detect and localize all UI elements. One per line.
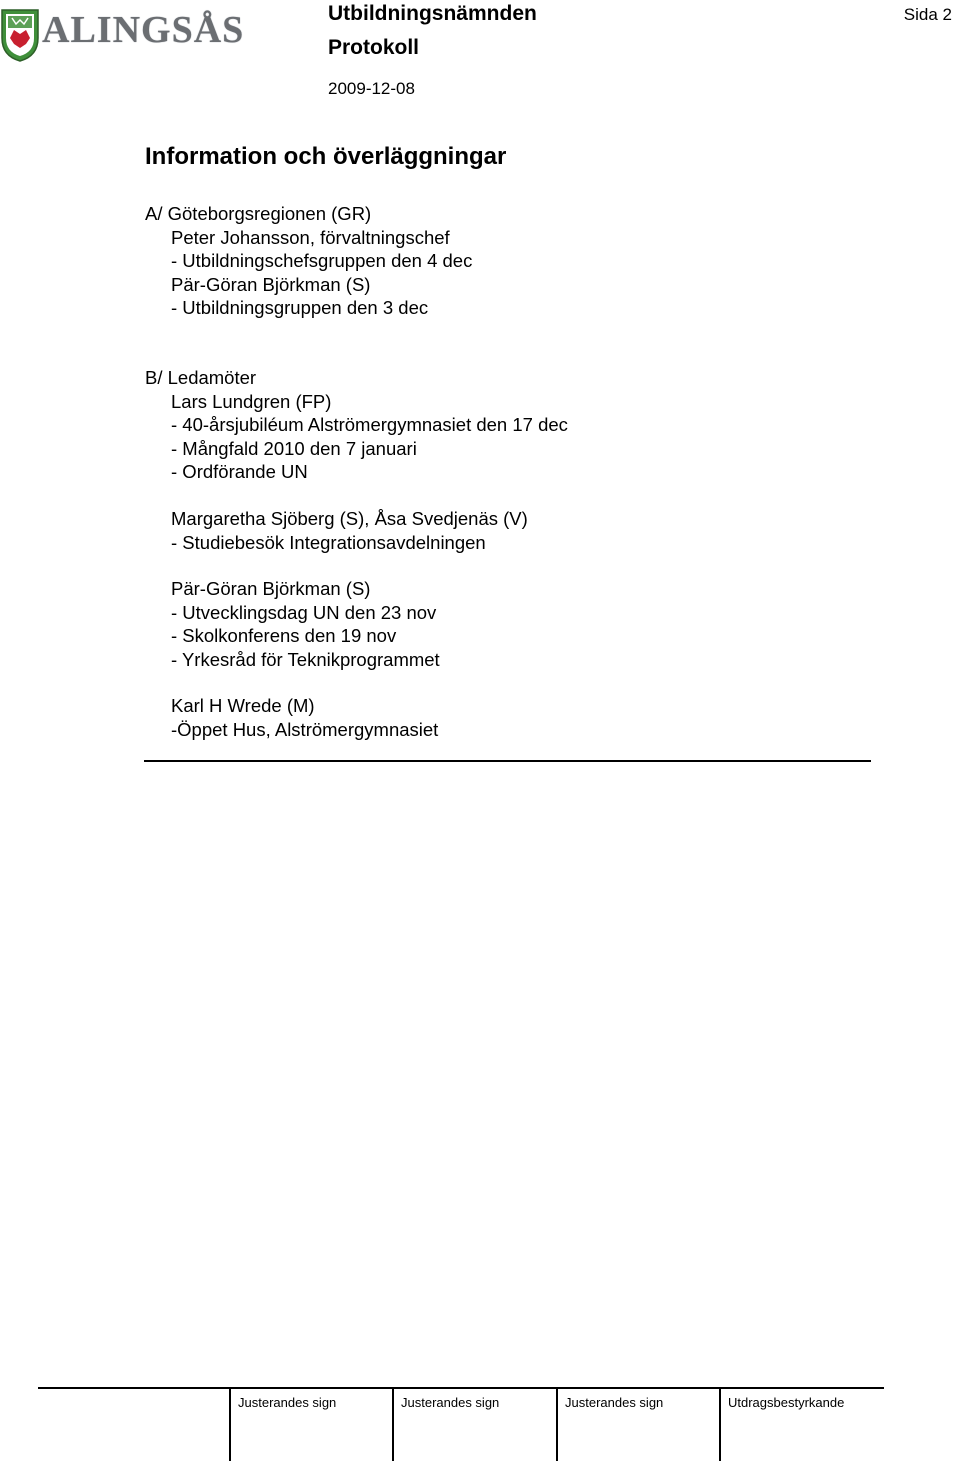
section-a-line: Pär-Göran Björkman (S) (171, 273, 371, 295)
signature-divider (229, 1388, 231, 1461)
member-item: - Utvecklingsdag UN den 23 nov (171, 601, 437, 623)
signature-box-label: Justerandes sign (565, 1395, 664, 1410)
page-title: Information och överläggningar (145, 143, 507, 170)
signature-box-label: Justerandes sign (401, 1395, 500, 1410)
section-divider (144, 760, 871, 762)
member-name: Margaretha Sjöberg (S), Åsa Svedjenäs (V) (171, 508, 528, 529)
member-item: - Skolkonferens den 19 nov (171, 625, 397, 646)
section-a-line: Peter Johansson, förvaltningschef (171, 226, 450, 248)
footer-border (38, 1387, 884, 1389)
section-a-line: - Utbildningsgruppen den 3 dec (171, 297, 429, 318)
municipal-crest-icon (0, 8, 40, 62)
logo-wordmark: ALINGSÅS (42, 9, 245, 51)
signature-divider (392, 1388, 394, 1461)
signature-box-label: Justerandes sign (238, 1395, 337, 1410)
committee-name: Utbildningsnämnden (328, 2, 537, 25)
signature-divider (719, 1388, 721, 1461)
signature-divider (556, 1388, 558, 1461)
member-item: - Ordförande UN (171, 461, 308, 482)
section-b-heading: B/ Ledamöter (145, 367, 257, 388)
member-name: Lars Lundgren (FP) (171, 390, 332, 412)
document-date: 2009-12-08 (328, 79, 415, 98)
document-type: Protokoll (328, 36, 420, 59)
member-name: Karl H Wrede (M) (171, 695, 315, 716)
member-item: - 40-årsjubiléum Alströmergymnasiet den 17 dec (171, 414, 568, 435)
member-item: - Studiebesök Integrationsavdelningen (171, 531, 486, 553)
signature-box-label: Utdragsbestyrkande (728, 1395, 845, 1410)
member-item: -Öppet Hus, Alströmergymnasiet (171, 718, 439, 740)
page-number: Sida 2 (903, 5, 952, 24)
member-item: - Yrkesråd för Teknikprogrammet (171, 648, 440, 670)
member-name: Pär-Göran Björkman (S) (171, 578, 371, 599)
alingsas-logo (0, 6, 258, 62)
section-a-line: - Utbildningschefsgruppen den 4 dec (171, 250, 473, 271)
member-item: - Mångfald 2010 den 7 januari (171, 437, 417, 459)
section-a-heading: A/ Göteborgsregionen (GR) (145, 203, 372, 224)
